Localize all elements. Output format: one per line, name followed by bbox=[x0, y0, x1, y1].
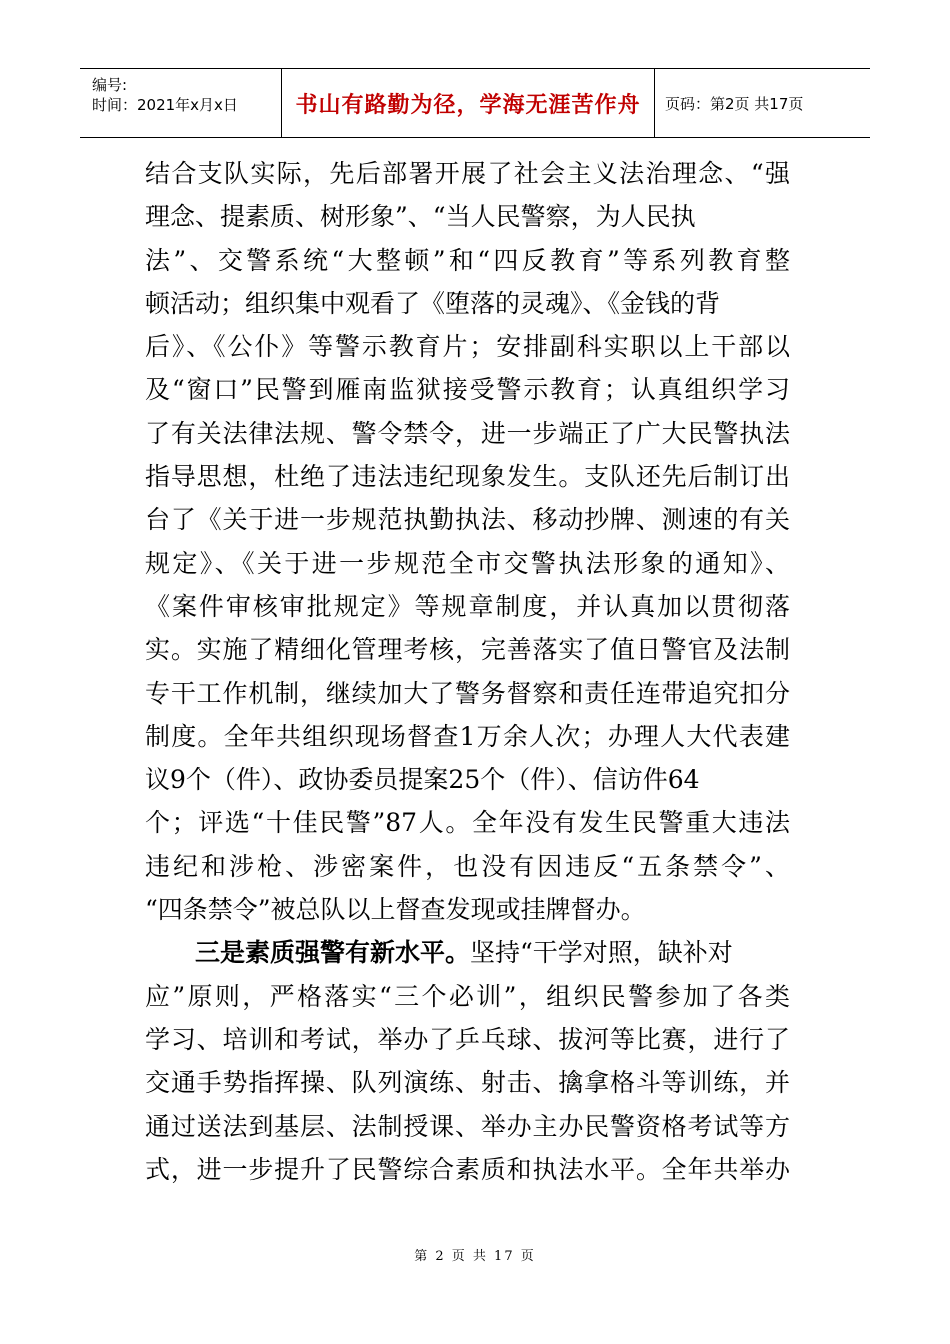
text-line: 《案件审核审批规定》等规章制度，并认真加以贯彻落 bbox=[145, 591, 790, 621]
text-line: 个；评选“十佳民警”87人。全年没有发生民警重大违法 bbox=[145, 808, 790, 838]
text-line: 应”原则，严格落实“三个必训”，组织民警参加了各类 bbox=[145, 981, 790, 1011]
text-line: “四条禁令”被总队以上督查发现或挂牌督办。 bbox=[145, 895, 646, 925]
text-line: 及“窗口”民警到雁南监狱接受警示教育；认真组织学习 bbox=[145, 375, 790, 405]
text-line: 结合支队实际，先后部署开展了社会主义法治理念、“强 bbox=[145, 159, 790, 188]
text-line: 通过送法到基层、法制授课、举办主办民警资格考试等方 bbox=[145, 1111, 790, 1141]
text-line: 规定》、《关于进一步规范全市交警执法形象的通知》、 bbox=[145, 548, 790, 578]
text-line: 后》、《公仆》等警示教育片；安排副科实职以上干部以 bbox=[145, 332, 790, 362]
text-line: 式，进一步提升了民警综合素质和执法水平。全年共举办 bbox=[145, 1154, 790, 1184]
document-number-label: 编号: bbox=[92, 76, 128, 94]
header-motto: 书山有路勤为径，学海无涯苦作舟 bbox=[282, 69, 655, 137]
text-line: 法”、交警系统“大整顿”和“四反教育”等系列教育整 bbox=[145, 245, 790, 275]
page-header bbox=[80, 68, 870, 138]
text-line: 交通手势指挥操、队列演练、射击、擒拿格斗等训练，并 bbox=[145, 1068, 790, 1098]
text-line: 理念、提素质、树形象”、“当人民警察，为人民执 bbox=[145, 202, 696, 232]
text-line: 违纪和涉枪、涉密案件，也没有因违反“五条禁令”、 bbox=[145, 851, 790, 881]
header-meta bbox=[80, 69, 282, 137]
header-page-info: 页码：第2页 共17页 bbox=[665, 94, 804, 113]
text-line: 学习、培训和考试，举办了乒乓球、拔河等比赛，进行了 bbox=[145, 1024, 790, 1054]
paragraph-heading: 三是素质强警有新水平。 bbox=[195, 938, 471, 968]
page-footer: 第 2 页 共 17 页 bbox=[414, 1249, 536, 1264]
paragraph-heading-rest: 坚持“干学对照，缺补对 bbox=[470, 938, 733, 968]
text-line: 制度。全年共组织现场督查1万余人次；办理人大代表建 bbox=[145, 721, 790, 751]
paragraph-heading-line bbox=[145, 931, 790, 974]
document-body bbox=[145, 152, 790, 1191]
text-line: 专干工作机制，继续加大了警务督察和责任连带追究扣分 bbox=[145, 678, 790, 708]
text-line: 顿活动；组织集中观看了《堕落的灵魂》、《金钱的背 bbox=[145, 288, 721, 318]
document-time-label: 时间：2021年x月x日 bbox=[92, 96, 238, 114]
text-line: 了有关法律法规、警令禁令，进一步端正了广大民警执法 bbox=[145, 418, 790, 448]
text-line: 台了《关于进一步规范执勤执法、移动抄牌、测速的有关 bbox=[145, 505, 790, 535]
text-line: 实。实施了精细化管理考核，完善落实了值日警官及法制 bbox=[145, 635, 790, 665]
text-line: 议9个（件）、政协委员提案25个（件）、信访件64 bbox=[145, 765, 700, 795]
text-line: 指导思想，杜绝了违法违纪现象发生。支队还先后制订出 bbox=[145, 462, 790, 492]
